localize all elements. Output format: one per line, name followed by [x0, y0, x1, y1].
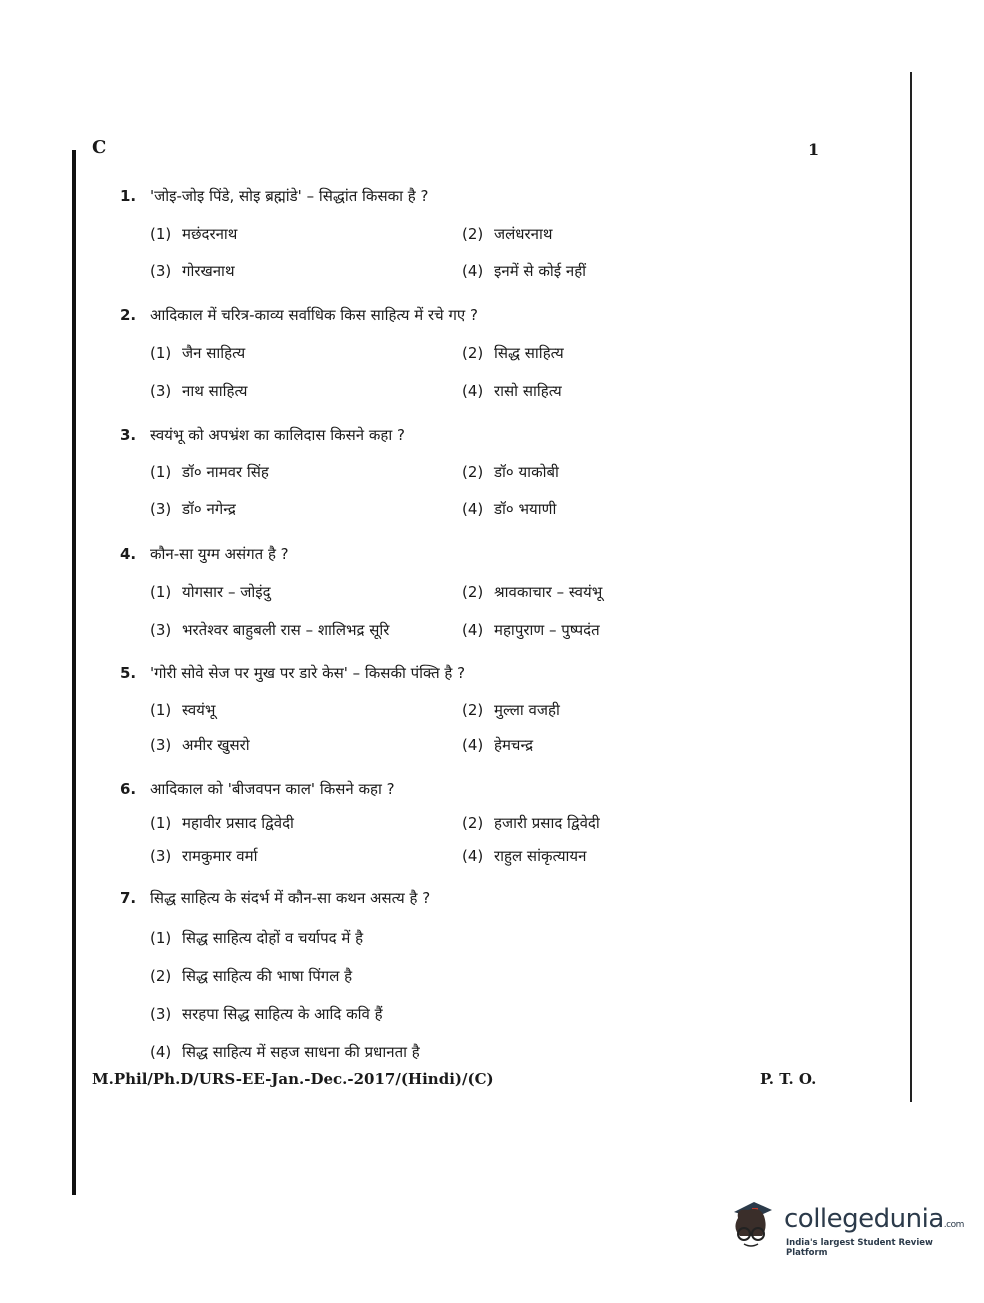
option-key: (1)	[150, 929, 172, 947]
option-key: (3)	[150, 382, 172, 400]
option-key: (3)	[150, 262, 172, 280]
mascot-icon	[726, 1198, 776, 1254]
option-text: मछंदरनाथ	[182, 225, 238, 243]
option-1	[150, 224, 237, 244]
option-2	[150, 966, 352, 986]
question-5	[120, 663, 465, 683]
option-4	[462, 735, 533, 755]
option-text: जैन साहित्य	[182, 344, 246, 362]
question-1	[120, 186, 428, 206]
option-1	[150, 928, 363, 948]
option-key: (4)	[462, 621, 484, 639]
option-key: (1)	[150, 583, 172, 601]
question-number: 1.	[120, 187, 137, 205]
question-number: 7.	[120, 889, 137, 907]
option-key: (3)	[150, 621, 172, 639]
option-text: हजारी प्रसाद द्विवेदी	[494, 814, 600, 832]
option-3	[150, 261, 235, 281]
option-key: (4)	[150, 1043, 172, 1061]
option-key: (3)	[150, 736, 172, 754]
option-key: (4)	[462, 500, 484, 518]
question-text: 'गोरी सोवे सेज पर मुख पर डारे केस' – किसकी पंक्ति है ?	[150, 664, 466, 682]
option-key: (3)	[150, 1005, 172, 1023]
option-4	[462, 846, 586, 866]
option-2	[462, 700, 560, 720]
scan-border-right	[910, 72, 912, 1102]
option-text: इनमें से कोई नहीं	[494, 262, 587, 280]
option-4	[462, 499, 556, 519]
question-number: 5.	[120, 664, 137, 682]
option-text: जलंधरनाथ	[494, 225, 553, 243]
option-key: (2)	[462, 225, 484, 243]
option-4	[462, 620, 600, 640]
option-text: महापुराण – पुष्पदंत	[494, 621, 600, 639]
option-key: (4)	[462, 847, 484, 865]
option-text: योगसार – जोइंदु	[182, 583, 271, 601]
option-3	[150, 620, 389, 640]
option-text: रासो साहित्य	[494, 382, 562, 400]
question-6	[120, 779, 395, 799]
question-number: 2.	[120, 306, 137, 324]
question-text: 'जोइ-जोइ पिंडे, सोइ ब्रह्मांडे' – सिद्धांत किसका है ?	[150, 187, 429, 205]
option-text: मुल्ला वजही	[494, 701, 560, 719]
option-text: डॉ० नगेन्द्र	[182, 500, 236, 518]
option-4	[462, 381, 562, 401]
option-key: (1)	[150, 701, 172, 719]
pto-label: P. T. O.	[760, 1070, 817, 1088]
option-text: रामकुमार वर्मा	[182, 847, 258, 865]
option-text: महावीर प्रसाद द्विवेदी	[182, 814, 294, 832]
logo-tagline: India's largest Student Review Platform	[786, 1238, 933, 1258]
option-key: (1)	[150, 463, 172, 481]
option-1	[150, 700, 215, 720]
question-text: आदिकाल में चरित्र-काव्य सर्वाधिक किस साहित्य में रचे गए ?	[150, 306, 478, 324]
option-text: सिद्ध साहित्य	[494, 344, 564, 362]
option-text: डॉ० भयाणी	[494, 500, 557, 518]
question-2	[120, 305, 478, 325]
question-7	[120, 888, 430, 908]
option-2	[462, 462, 559, 482]
option-1	[150, 343, 245, 363]
option-text: सिद्ध साहित्य की भाषा पिंगल है	[182, 967, 353, 985]
option-3	[150, 1004, 383, 1024]
option-text: अमीर खुसरो	[182, 736, 250, 754]
question-3	[120, 425, 405, 445]
option-key: (2)	[462, 583, 484, 601]
option-text: सरहपा सिद्ध साहित्य के आदि कवि हैं	[182, 1005, 383, 1023]
question-text: कौन-सा युग्म असंगत है ?	[150, 545, 289, 563]
option-key: (2)	[462, 463, 484, 481]
option-key: (2)	[462, 701, 484, 719]
option-1	[150, 462, 269, 482]
option-1	[150, 582, 271, 602]
option-text: सिद्ध साहित्य में सहज साधना की प्रधानता है	[182, 1043, 420, 1061]
option-3	[150, 381, 248, 401]
option-key: (2)	[462, 344, 484, 362]
option-2	[462, 343, 564, 363]
option-text: राहुल सांकृत्यायन	[494, 847, 587, 865]
option-text: भरतेश्वर बाहुबली रास – शालिभद्र सूरि	[182, 621, 390, 639]
option-1	[150, 813, 294, 833]
option-key: (4)	[462, 736, 484, 754]
question-number: 3.	[120, 426, 137, 444]
option-2	[462, 224, 552, 244]
option-3	[150, 735, 250, 755]
option-text: सिद्ध साहित्य दोहों व चर्यापद में है	[182, 929, 364, 947]
option-key: (1)	[150, 225, 172, 243]
scan-border-left	[72, 150, 76, 1195]
page-number: 1	[808, 140, 820, 159]
option-3	[150, 499, 236, 519]
paper-code: M.Phil/Ph.D/URS-EE-Jan.-Dec.-2017/(Hindi)/(C)	[92, 1070, 494, 1088]
option-key: (2)	[150, 967, 172, 985]
option-key: (4)	[462, 262, 484, 280]
option-3	[150, 846, 257, 866]
question-text: सिद्ध साहित्य के संदर्भ में कौन-सा कथन असत्य है ?	[150, 889, 431, 907]
question-text: आदिकाल को 'बीजवपन काल' किसने कहा ?	[150, 780, 395, 798]
option-key: (2)	[462, 814, 484, 832]
option-text: श्रावकाचार – स्वयंभू	[494, 583, 603, 601]
option-text: डॉ० नामवर सिंह	[182, 463, 269, 481]
logo-domain: .com	[943, 1220, 964, 1230]
option-key: (1)	[150, 344, 172, 362]
question-text: स्वयंभू को अपभ्रंश का कालिदास किसने कहा ?	[150, 426, 405, 444]
option-2	[462, 813, 600, 833]
option-2	[462, 582, 602, 602]
option-text: हेमचन्द्र	[494, 736, 534, 754]
logo-name: collegedunia	[784, 1204, 944, 1234]
logo-wordmark	[784, 1204, 964, 1234]
option-key: (4)	[462, 382, 484, 400]
question-number: 4.	[120, 545, 137, 563]
option-key: (1)	[150, 814, 172, 832]
option-text: स्वयंभू	[182, 701, 216, 719]
option-4	[462, 261, 586, 281]
question-number: 6.	[120, 780, 137, 798]
option-key: (3)	[150, 847, 172, 865]
option-text: गोरखनाथ	[182, 262, 235, 280]
collegedunia-logo	[726, 1198, 964, 1258]
question-4	[120, 544, 289, 564]
option-4	[150, 1042, 420, 1062]
option-text: डॉ० याकोबी	[494, 463, 559, 481]
series-label: C	[92, 137, 107, 158]
option-key: (3)	[150, 500, 172, 518]
option-text: नाथ साहित्य	[182, 382, 248, 400]
